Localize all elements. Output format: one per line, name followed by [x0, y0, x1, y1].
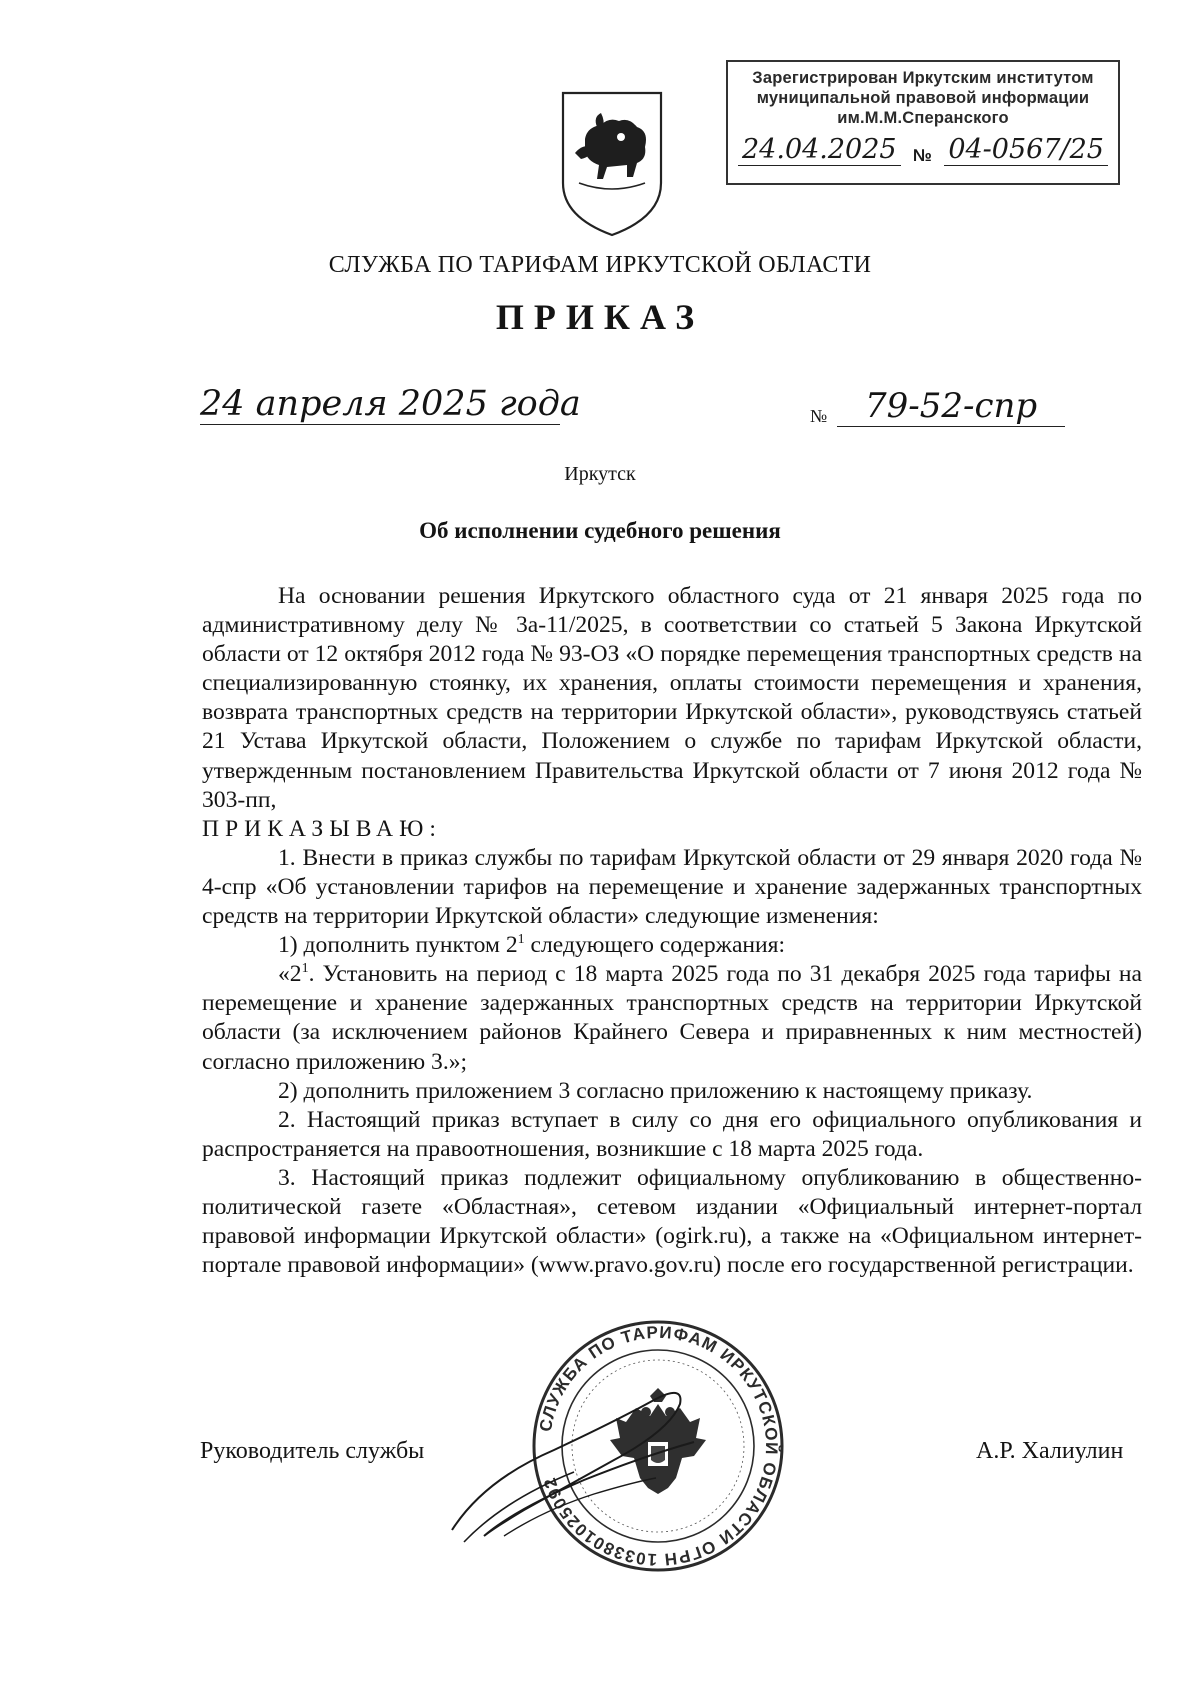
quote-start: «2 — [278, 961, 302, 988]
item-1-1-text: 1) дополнить пунктом 2 — [278, 932, 518, 959]
registration-stamp-line: муниципальной правовой информации — [756, 89, 1090, 107]
order-number-handwritten: 79-52-спр — [837, 386, 1065, 427]
order-date-handwritten: 24 апреля 2025 года — [200, 384, 581, 424]
registration-stamp — [726, 60, 1120, 185]
registration-stamp-line: Зарегистрирован Иркутским институтом — [752, 69, 1094, 87]
item-1-1-text-end: следующего содержания: — [524, 932, 786, 959]
seal-lettering: СЛУЖБА ПО ТАРИФАМ ИРКУТСКОЙ ОБЛАСТИ ОГРН 1033801025092 — [535, 1322, 782, 1570]
organization-name: СЛУЖБА ПО ТАРИФАМ ИРКУТСКОЙ ОБЛАСТИ — [328, 252, 872, 278]
order-word: ПРИКАЗЫВАЮ: — [202, 815, 442, 842]
item-1-1-paragraph — [202, 931, 1142, 960]
registration-number-sign: № — [912, 146, 932, 165]
order-number — [810, 386, 1065, 427]
city: Иркутск — [564, 463, 636, 485]
document-body — [202, 582, 1142, 1280]
quoted-paragraph — [202, 960, 1142, 1076]
quote-text: . Установить на период с 18 марта 2025 года по 31 декабря 2025 года тарифы на перемещение и хранение задержанных транспортных средств на территории Иркутской области (за исключением районов Крайнего Севера и приравненных к ним местностей) согласно приложению 3.»; — [202, 961, 1142, 1075]
item-1-2-paragraph: 2) дополнить приложением 3 согласно приложению к настоящему приказу. — [278, 1077, 1033, 1104]
superscript: 1 — [517, 932, 525, 948]
document-type: ПРИКАЗ — [495, 297, 705, 337]
registration-number: 04-0567/25 — [944, 134, 1108, 166]
handwritten-signature — [444, 1360, 774, 1560]
superscript: 1 — [301, 961, 309, 977]
registration-stamp-line: им.М.М.Сперанского — [837, 109, 1009, 127]
order-number-sign: № — [810, 406, 828, 426]
registration-date: 24.04.2025 — [738, 134, 901, 166]
signer-role: Руководитель службы — [200, 1438, 425, 1464]
registration-stamp-handwritten — [738, 134, 1108, 166]
item-2-paragraph: 2. Настоящий приказ вступает в силу со дня его официального опубликования и распространяется на правоотношения, возникшие с 18 марта 2025 года. — [202, 1106, 1142, 1162]
signer-name: А.Р. Халиулин — [976, 1438, 1124, 1464]
preamble-paragraph: На основании решения Иркутского областного суда от 21 января 2025 года по административному делу № 3а-11/2025, в соответствии со статьей 5 Закона Иркутской области от 12 октября 2012 года № 93-ОЗ «О порядке перемещения транспортных средств на специализированную стоянку, их хранения, оплаты стоимости перемещения и хранения, возврата транспортных средств на территории Иркутской области», руководствуясь статьей 21 Устава Иркутской области, Положением о службе по тарифам Иркутской области, утвержденным постановлением Правительства Иркутской области от 7 июня 2012 года № 303-пп, — [202, 583, 1142, 813]
item-3-paragraph: 3. Настоящий приказ подлежит официальному опубликованию в общественно-политической газете «Областная», сетевом издании «Официальный интернет-портал правовой информации Иркутской области» (ogirk.ru), а также на «Официальном интернет-портале правовой информации» (www.pravo.gov.ru) после его государственной регистрации. — [202, 1164, 1142, 1279]
coat-of-arms-icon — [557, 87, 667, 239]
item-1-paragraph: 1. Внести в приказ службы по тарифам Иркутской области от 29 января 2020 года № 4-спр «Об установлении тарифов на перемещение и хранение задержанных транспортных средств на территории Иркутской области» следующие изменения: — [202, 844, 1142, 930]
document-title: Об исполнении судебного решения — [419, 518, 781, 543]
